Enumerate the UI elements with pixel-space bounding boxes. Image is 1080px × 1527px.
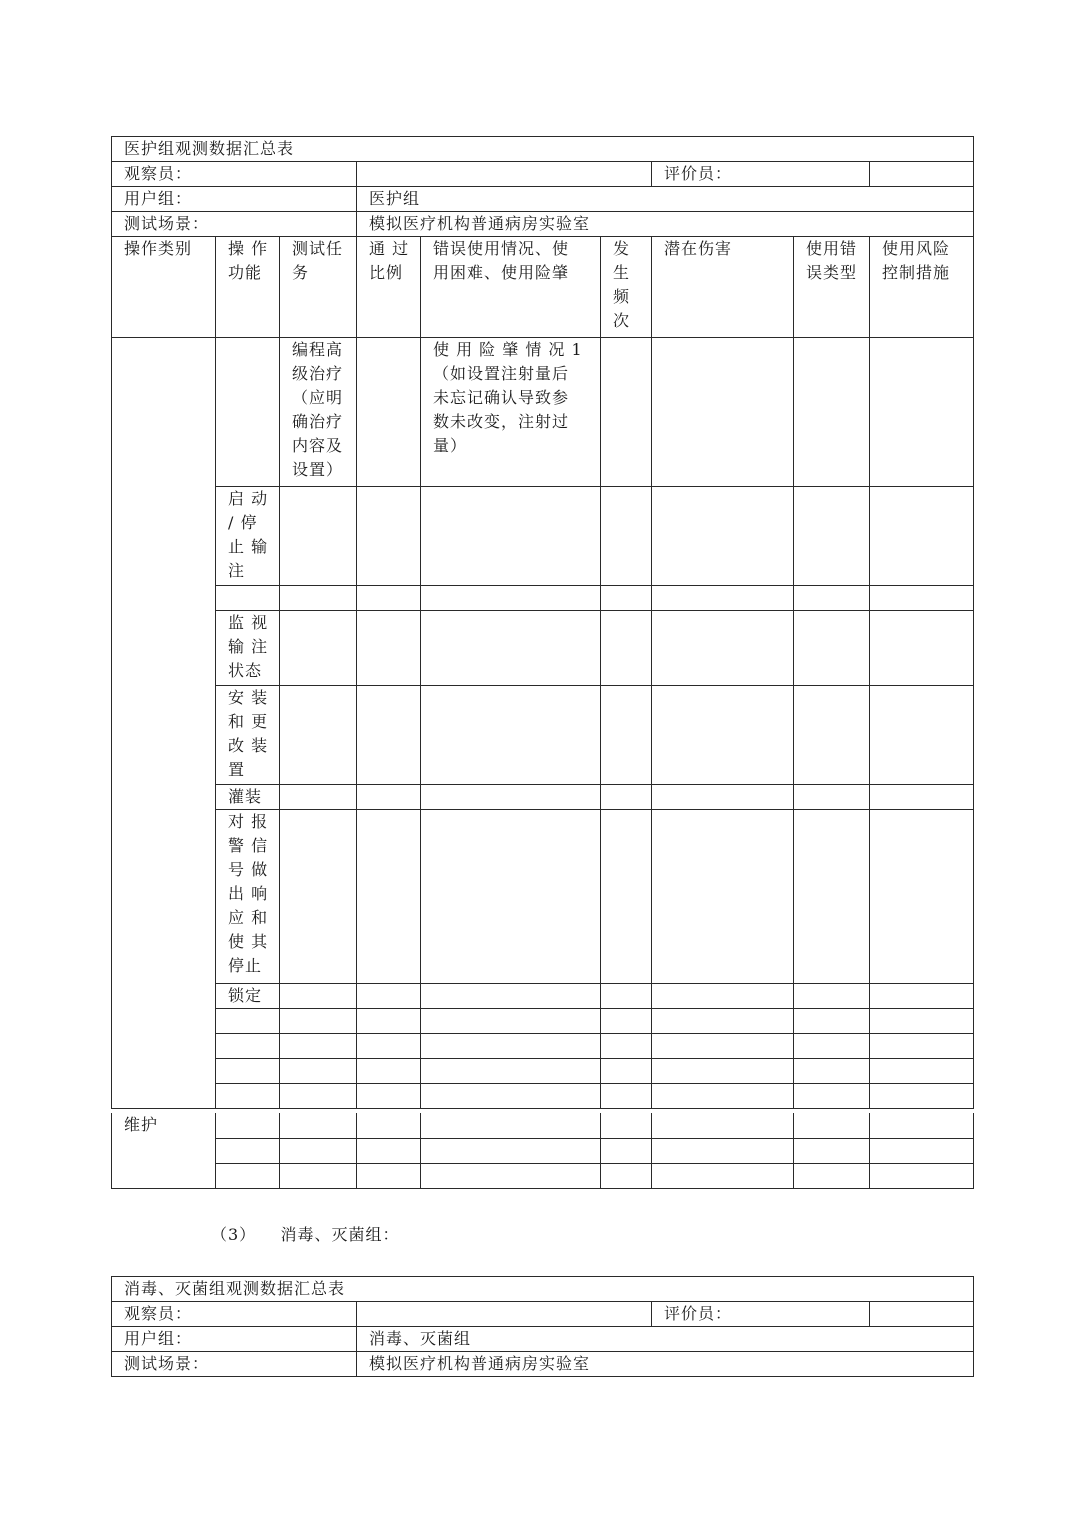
maintenance-block [111,1113,974,1189]
header-pass-ratio: 通 过 比例 [357,237,421,338]
header-error-usage: 错误使用情况、使 用困难、使用险肇 [421,237,601,338]
table-row [112,1009,974,1034]
table-row [112,1084,974,1109]
section-number: （3） [211,1225,257,1244]
observer-value[interactable] [357,162,652,187]
user-group-label: 用户组： [112,187,357,212]
section-title: 消毒、灭菌组： [280,1225,400,1244]
function-monitor: 监 视 输 注 状态 [216,611,280,686]
function-alarm-response: 对 报 警 信 号 做 出 响 应 和 使 其 停止 [216,810,280,984]
test-task-cell: 编程高 级治疗 （应明 确治疗 内容及 设置） [280,338,357,487]
header-op-function: 操 作 功能 [216,237,280,338]
function-lock: 锁定 [216,984,280,1009]
table-row [112,1163,974,1188]
evaluator-label: 评价员： [652,162,870,187]
table-row [112,1138,974,1163]
test-scenario-label: 测试场景： [112,1352,357,1377]
observer-label: 观察员： [112,1302,357,1327]
table-row [112,586,974,611]
function-cell [216,338,280,487]
table-row [112,1059,974,1084]
user-group-value: 医护组 [357,187,974,212]
user-group-value: 消毒、灭菌组 [357,1327,974,1352]
error-usage-cell: 使 用 险 肇 情 况 1 （如设置注射量后 未忘记确认导致参 数未改变，注射过 量） [421,338,601,487]
header-risk-control: 使用风险 控制措施 [870,237,974,338]
table-title: 医护组观测数据汇总表 [112,137,974,162]
test-scenario-value: 模拟医疗机构普通病房实验室 [357,1352,974,1377]
table-row [112,785,974,810]
category-cell [112,338,216,1109]
pass-ratio-cell [357,338,421,487]
function-install: 安 装 和 更 改 装 置 [216,686,280,785]
evaluator-label: 评价员： [652,1302,870,1327]
table-row [112,487,974,586]
test-scenario-value: 模拟医疗机构普通病房实验室 [357,212,974,237]
table-title: 消毒、灭菌组观测数据汇总表 [112,1277,974,1302]
header-frequency: 发 生 频 次 [601,237,652,338]
table-row [112,686,974,785]
section-3-heading [211,1223,400,1247]
evaluator-value[interactable] [870,162,974,187]
table-row [112,1113,974,1138]
header-test-task: 测试任 务 [280,237,357,338]
function-fill: 灌装 [216,785,280,810]
table-row [112,810,974,984]
category-maintenance: 维护 [112,1113,216,1188]
table-row [112,1034,974,1059]
disinfection-group-summary-table [111,1276,974,1377]
user-group-label: 用户组： [112,1327,357,1352]
header-op-category: 操作类别 [112,237,216,338]
header-error-type: 使用错 误类型 [794,237,870,338]
evaluator-value[interactable] [870,1302,974,1327]
header-potential-harm: 潜在伤害 [652,237,794,338]
table-row [112,984,974,1009]
test-scenario-label: 测试场景： [112,212,357,237]
table-row [112,611,974,686]
observer-label: 观察员： [112,162,357,187]
function-start-stop: 启 动 / 停 止 输 注 [216,487,280,586]
observer-value[interactable] [357,1302,652,1327]
table-row [112,338,974,487]
medical-group-summary-table [111,136,974,1109]
